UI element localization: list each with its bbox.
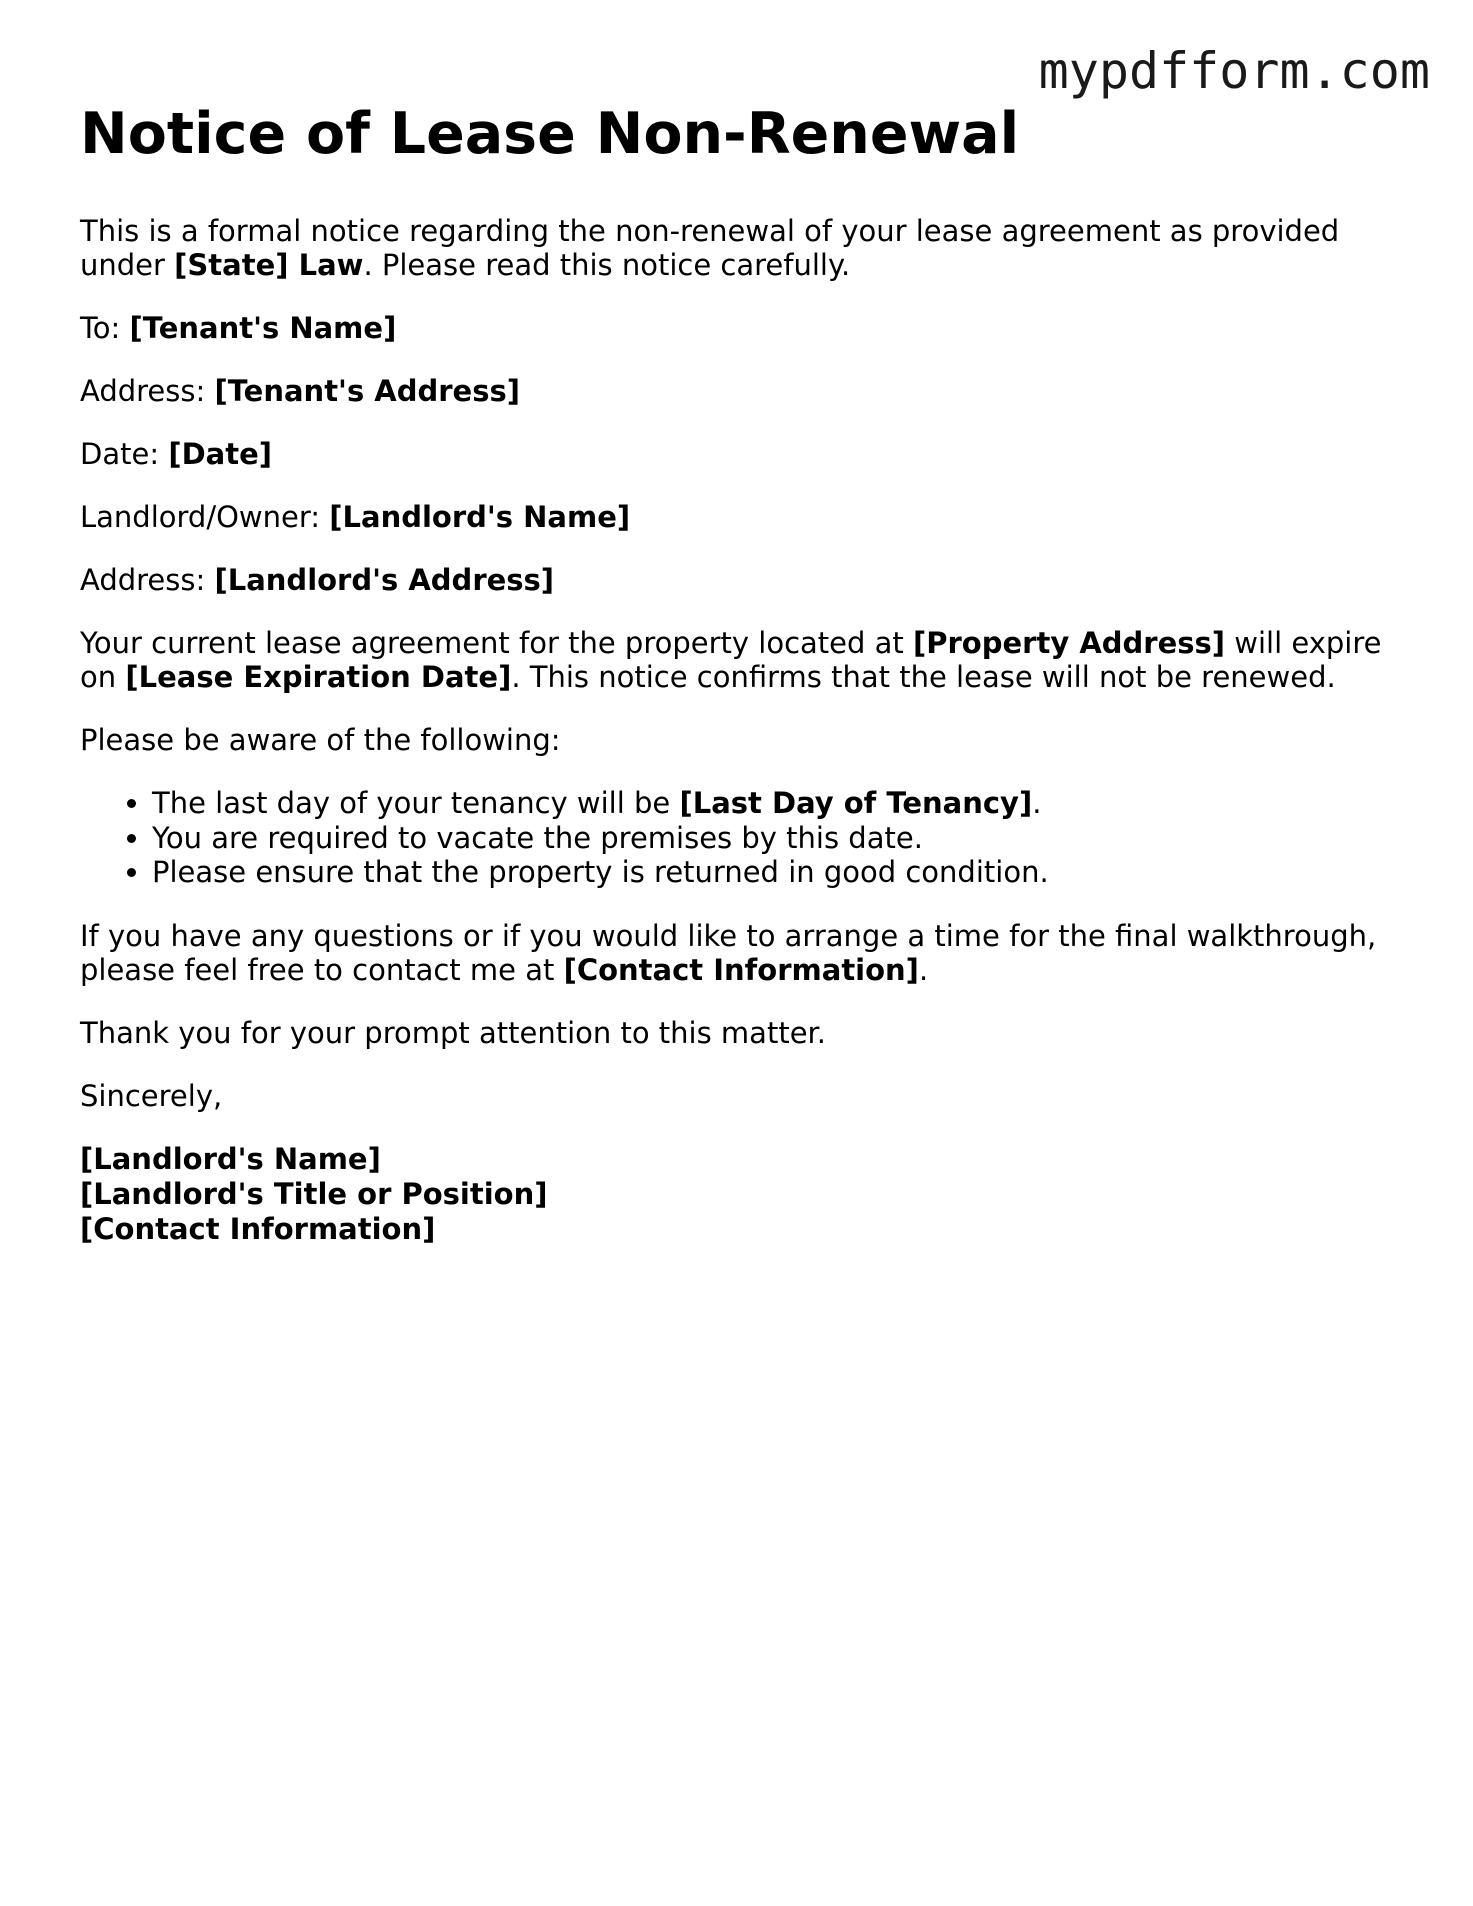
list-item-end: . — [1032, 786, 1042, 821]
intro-paragraph — [80, 214, 1400, 282]
field-label: Date: — [80, 437, 169, 472]
lease-text-2: will expire on — [80, 626, 1382, 695]
field-value: [Date] — [168, 437, 272, 472]
last-day-placeholder: [Last Day of Tenancy] — [679, 786, 1033, 821]
field-label: Landlord/Owner: — [80, 500, 330, 535]
lease-text-1: Your current lease agreement for the property located at — [80, 626, 913, 661]
page-title: Notice of Lease Non-Renewal — [80, 101, 1020, 167]
notice-list — [80, 786, 1400, 890]
field-label: Address: — [80, 563, 215, 598]
questions-text: If you have any questions or if you would like to arrange a time for the final walkthrough, please feel free to contact me at — [80, 918, 1377, 987]
thanks-paragraph: Thank you for your prompt attention to this matter. — [80, 1015, 827, 1050]
list-item-text: The last day of your tenancy will be — [152, 786, 680, 821]
signature-title: [Landlord's Title or Position] — [80, 1176, 548, 1211]
field-value: [Tenant's Address] — [214, 374, 521, 409]
field-value: [Landlord's Address] — [214, 563, 555, 598]
aware-heading: Please be aware of the following: — [80, 723, 561, 758]
field-landlord-address — [80, 563, 1400, 597]
questions-text-end: . — [918, 952, 929, 987]
document-body — [80, 100, 1400, 1247]
signature-name: [Landlord's Name] — [80, 1141, 381, 1176]
lease-expiration-placeholder: [Lease Expiration Date] — [125, 660, 512, 695]
field-landlord-name — [80, 500, 1400, 534]
closing: Sincerely, — [80, 1078, 223, 1113]
lease-paragraph — [80, 626, 1400, 694]
field-value: [Landlord's Name] — [329, 500, 631, 535]
list-item — [152, 786, 1400, 821]
field-label: To: — [80, 311, 130, 346]
questions-paragraph — [80, 919, 1400, 987]
lease-text-3: . This notice confirms that the lease will not be renewed. — [511, 660, 1336, 695]
field-label: Address: — [80, 374, 215, 409]
intro-text-end: . Please read this notice carefully. — [363, 248, 851, 283]
property-address-placeholder: [Property Address] — [913, 626, 1226, 661]
contact-placeholder: [Contact Information] — [563, 952, 919, 987]
intro-text-start: This is a formal notice regarding the non-renewal of your lease agreement as provided under — [80, 214, 1340, 283]
signature-contact: [Contact Information] — [80, 1211, 436, 1246]
watermark-logo: mypdfform.com — [1038, 42, 1430, 100]
field-value: [Tenant's Name] — [129, 311, 397, 346]
list-item: • You are required to vacate the premises by this date. — [152, 821, 1400, 856]
field-tenant-name — [80, 311, 1400, 345]
list-item: • Please ensure that the property is returned in good condition. — [152, 855, 1400, 890]
signature-block — [80, 1142, 1400, 1247]
field-date — [80, 437, 1400, 471]
state-law-placeholder: [State] Law — [174, 248, 364, 283]
field-tenant-address — [80, 374, 1400, 408]
